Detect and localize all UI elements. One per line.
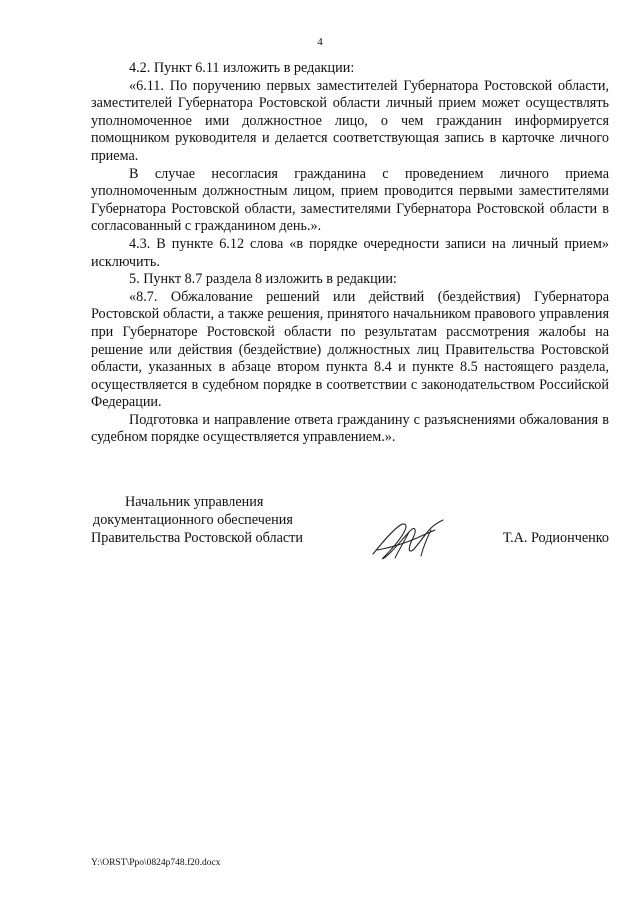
paragraph-8-7-text: «8.7. Обжалование решений или действий (бездействия) Губернатора Ростовской области, а также решения, принятого начальником правового управления при Губернаторе Ростовской области по результатам рассмотрения жалобы на решение или действия (бездействие) должностных лиц Правительства Ростовской области, указанных в абзаце втором пункта 8.4 и пункте 8.5 настоящего раздела, осуществляется в судебном порядке в соответствии с законодательством Российской Федерации. [91, 288, 609, 411]
signer-name: Т.А. Родионченко [502, 530, 609, 546]
file-path-footer: Y:\ORST\Ppo\0824p748.f20.docx [91, 858, 221, 868]
handwritten-signature [369, 514, 449, 562]
paragraph-disagreement: В случае несогласия гражданина с проведением личного приема уполномоченным должностным лицом, прием проводится первыми заместителями Губернатора Ростовской области, заместителями Губернатора Ростовской области в согласованный с гражданином день.». [91, 165, 609, 235]
page-number: 4 [317, 36, 323, 48]
paragraph-response: Подготовка и направление ответа гражданину с разъяснениями обжалования в судебном порядке осуществляется управлением.». [91, 411, 609, 446]
signatory-position-line1: Начальник управления [125, 494, 264, 510]
signatory-position-line2: документационного обеспечения [93, 512, 293, 528]
paragraph-4-2-heading: 4.2. Пункт 6.11 изложить в редакции: [129, 60, 355, 76]
document-body [91, 60, 609, 447]
signature-block [91, 494, 609, 564]
paragraph-4-3: 4.3. В пункте 6.12 слова «в порядке очередности записи на личный прием» исключить. [91, 235, 609, 270]
paragraph-6-11-text: «6.11. По поручению первых заместителей Губернатора Ростовской области, заместителей Губернатора Ростовской области личный прием может осуществлять уполномоченное ими должностное лицо, о чем гражданин информируется помощником руководителя и делается соответствующая запись в карточке личного приема. [91, 77, 609, 164]
signatory-position-line3: Правительства Ростовской области [91, 530, 303, 546]
paragraph-5-heading: 5. Пункт 8.7 раздела 8 изложить в редакции: [129, 271, 397, 288]
